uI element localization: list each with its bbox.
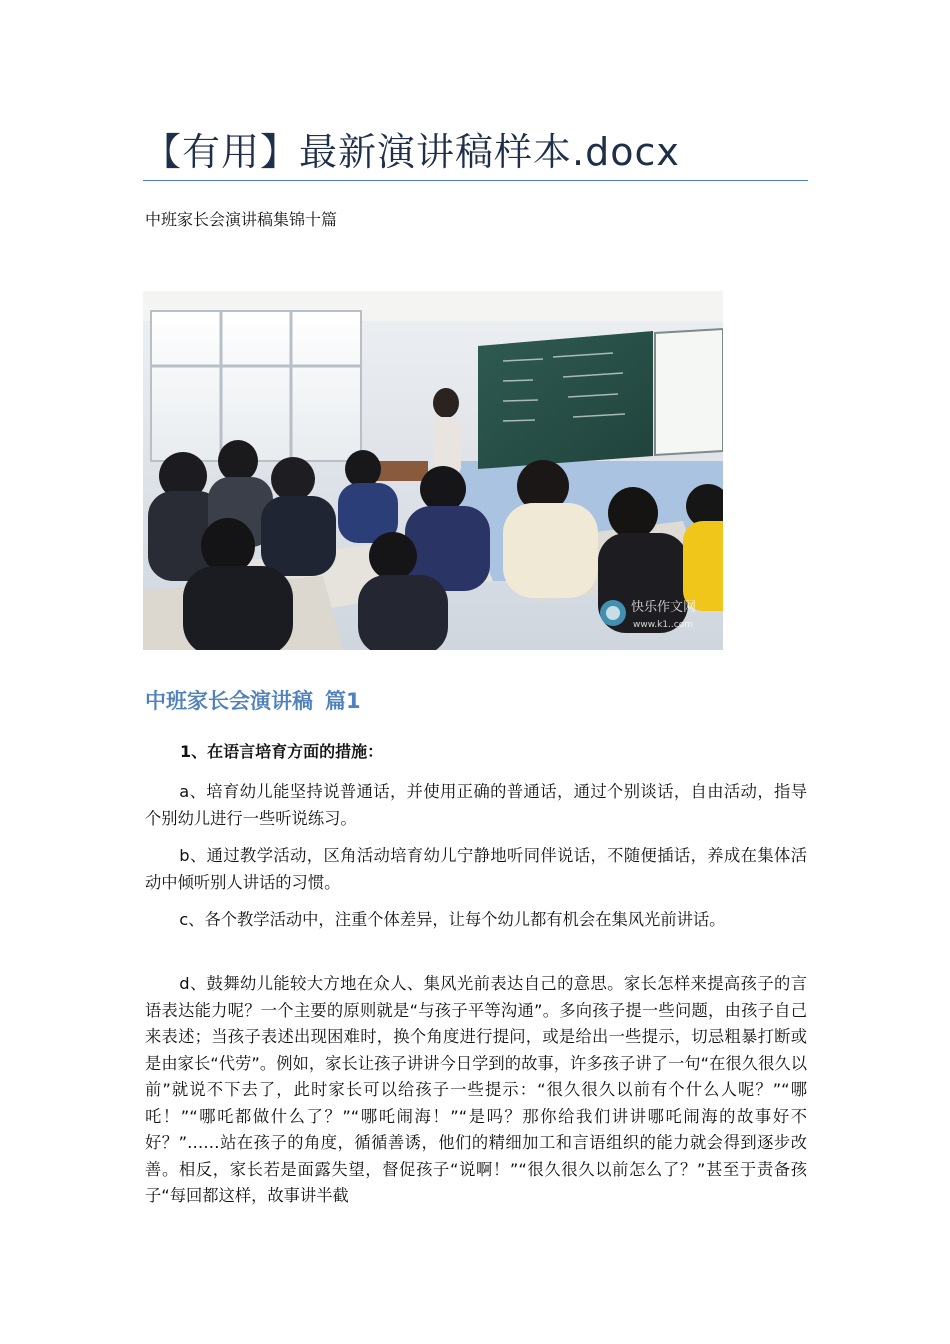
title-underline <box>143 180 808 181</box>
item-heading: 1、在语言培育方面的措施： <box>180 742 384 761</box>
section-heading <box>145 686 361 716</box>
paragraph-a: a、培育幼儿能坚持说普通话，并使用正确的普通话，通过个别谈话，自由活动，指导个别幼儿进行一些听说练习。 <box>145 782 807 828</box>
photo-watermark-text: 快乐作文网 <box>631 600 697 615</box>
paragraph-d: d、鼓舞幼儿能较大方地在众人、集风光前表达自己的意思。家长怎样来提高孩子的言语表达能力呢？一个主要的原则就是“与孩子平等沟通”。多向孩子提一些问题，由孩子自己来表述；当孩子表述出现困难时，换个角度进行提问，或是给出一些提示，切忌粗暴打断或是由家长“代劳”。例如，家长让孩子讲讲今日学到的故事，许多孩子讲了一句“在很久很久以前”就说不下去了，此时家长可以给孩子一些提示：“很久很久以前有个什么人呢？”“哪吒！”“哪吒都做什么了？”“哪吒闹海！”“是吗？那你给我们讲讲哪吒闹海的故事好不好？”……站在孩子的角度，循循善诱，他们的精细加工和言语组织的能力就会得到逐步改善。相反，家长若是面露失望，督促孩子“说啊！”“很久很久以前怎么了？”甚至于责备孩子“每回都这样，故事讲半截 <box>145 974 807 1205</box>
paragraph-b: b、通过教学活动，区角活动培育幼儿宁静地听同伴说话，不随便插话，养成在集体活动中倾听别人讲话的习惯。 <box>145 846 807 892</box>
section-heading-text: 中班家长会演讲稿 <box>145 689 313 713</box>
classroom-photo <box>143 291 723 650</box>
document-title: 【有用】最新演讲稿样本.docx <box>143 130 680 174</box>
document-subtitle: 中班家长会演讲稿集锦十篇 <box>145 210 338 229</box>
photo-watermark <box>600 599 696 630</box>
paragraph-c: c、各个教学活动中，注重个体差异，让每个幼儿都有机会在集风光前讲话。 <box>179 910 726 929</box>
photo-watermark-url: www.k1..com <box>633 620 693 630</box>
section-part-label: 篇1 <box>325 689 361 713</box>
